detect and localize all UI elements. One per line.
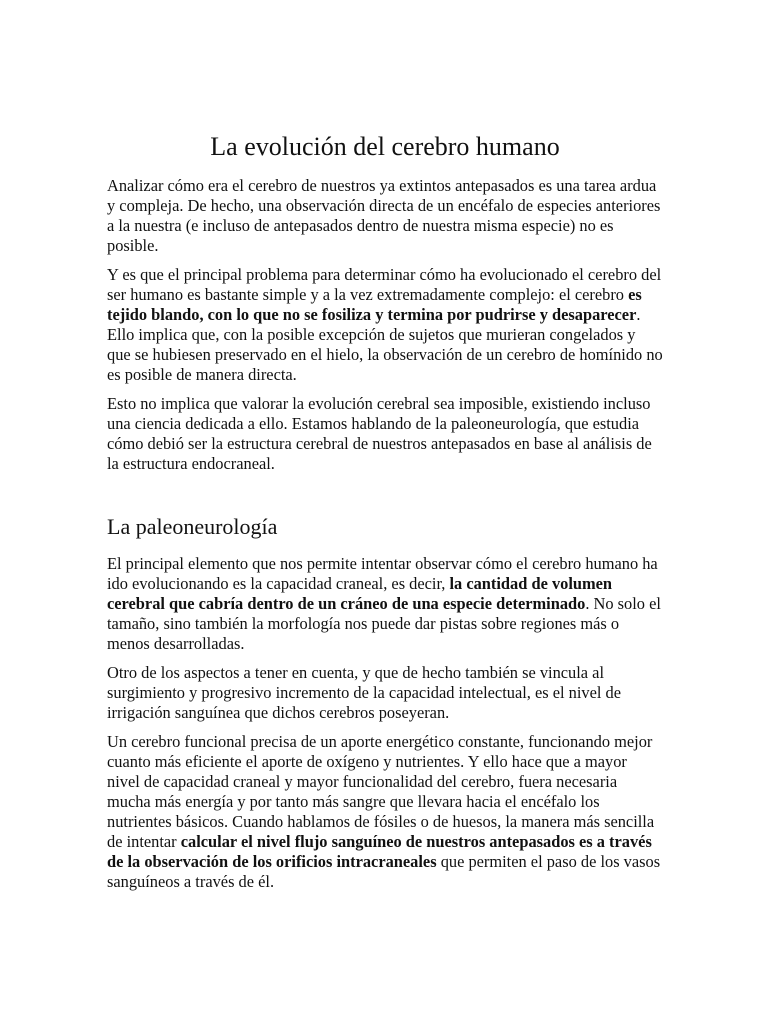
text-segment: Y es que el principal problema para determinar cómo ha evolucionado el cerebro del ser humano es bastante simple y a la vez extremadamente complejo: el cerebro xyxy=(107,265,662,304)
paragraph-paleoneurology-intro xyxy=(107,394,663,474)
paragraph-cranial-capacity xyxy=(107,554,663,654)
text-segment: Analizar cómo era el cerebro de nuestros ya extintos antepasados es una tarea ardua y compleja. De hecho, una observación directa de un encéfalo de especies anteriores a la nuestra (e incluso de antepasados dentro de nuestra misma especie) no es posible. xyxy=(107,176,661,255)
bold-text-segment: la cantidad de volumen cerebral que cabría dentro de un cráneo de una especie determinado xyxy=(107,574,613,613)
bold-text-segment: es tejido blando, con lo que no se fosiliza y termina por pudrirse y desaparecer xyxy=(107,285,642,324)
document-page xyxy=(107,0,663,892)
document-title: La evolución del cerebro humano xyxy=(210,132,560,161)
bold-text-segment: calcular el nivel flujo sanguíneo de nuestros antepasados es a través de la observación de los orificios intracraneales xyxy=(107,832,652,871)
text-segment: Esto no implica que valorar la evolución cerebral sea imposible, existiendo incluso una ciencia dedicada a ello. Estamos hablando de la paleoneurología, que estudia cómo debió ser la estructura cerebral de nuestros antepasados en base al análisis de la estructura endocraneal. xyxy=(107,394,652,473)
paragraph-irrigation xyxy=(107,663,663,723)
text-segment: . Ello implica que, con la posible excepción de sujetos que murieran congelados y que se hubiesen preservado en el hielo, la observación de un cerebro de homínido no es posible de manera directa. xyxy=(107,305,663,384)
section-heading: La paleoneurología xyxy=(107,514,278,539)
paragraph-main-problem xyxy=(107,265,663,385)
text-segment: Un cerebro funcional precisa de un aporte energético constante, funcionando mejor cuanto más eficiente el aporte de oxígeno y nutrientes. Y ello hace que a mayor nivel de capacidad craneal y mayor funcionalidad del cerebro, fuera necesaria mucha más energía y por tanto más sangre que llevara hacia el encéfalo los nutrientes básicos. Cuando hablamos de fósiles o de huesos, la manera más sencilla de intentar xyxy=(107,732,655,851)
text-segment: El principal elemento que nos permite intentar observar cómo el cerebro humano ha ido evolucionando es la capacidad craneal, es decir, xyxy=(107,554,658,593)
text-segment: . No solo el tamaño, sino también la morfología nos puede dar pistas sobre regiones más o menos desarrolladas. xyxy=(107,594,661,653)
text-segment: Otro de los aspectos a tener en cuenta, y que de hecho también se vincula al surgimiento y progresivo incremento de la capacidad intelectual, es el nivel de irrigación sanguínea que dichos cerebros poseyeran. xyxy=(107,663,621,722)
paragraph-blood-flow xyxy=(107,732,663,892)
paragraph-intro xyxy=(107,176,663,256)
text-segment: que permiten el paso de los vasos sanguíneos a través de él. xyxy=(107,852,661,891)
